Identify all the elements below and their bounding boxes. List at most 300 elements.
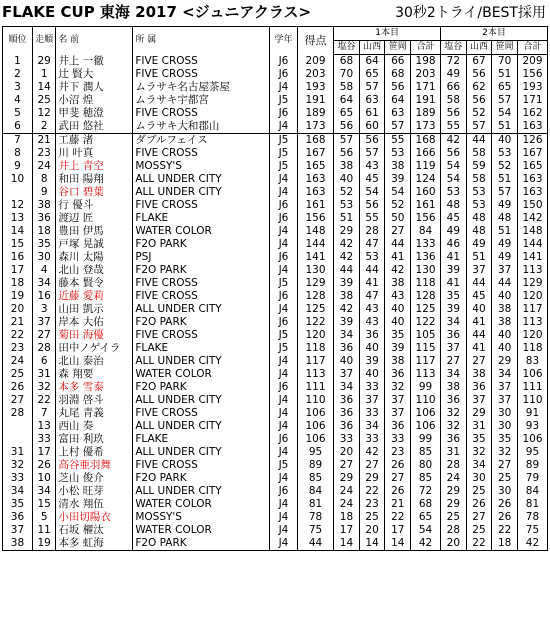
r2-judge-cell: 40 bbox=[492, 342, 518, 355]
r1-total-cell: 115 bbox=[411, 342, 441, 355]
table-row bbox=[3, 355, 548, 368]
grade-cell: J5 bbox=[270, 459, 298, 472]
table-row bbox=[3, 459, 548, 472]
r2-judge-cell: 53 bbox=[492, 147, 518, 160]
table-row bbox=[3, 303, 548, 316]
r1-judge-cell: 37 bbox=[385, 394, 411, 407]
r2-judge-cell: 51 bbox=[492, 173, 518, 186]
rank-cell: 1 bbox=[3, 55, 33, 69]
score-cell: 106 bbox=[297, 433, 333, 446]
r1-total-cell: 106 bbox=[411, 407, 441, 420]
r2-judge-cell: 35 bbox=[441, 290, 467, 303]
r1-total-cell: 68 bbox=[411, 498, 441, 511]
affiliation-cell: ALL UNDER CITY bbox=[133, 303, 270, 316]
r1-judge-cell: 39 bbox=[385, 173, 411, 186]
grade-cell: J4 bbox=[270, 225, 298, 238]
header-row-1 bbox=[3, 27, 548, 41]
col-bib: 走順 bbox=[32, 27, 56, 55]
r1-judge-cell: 14 bbox=[359, 537, 385, 551]
bib-cell: 19 bbox=[32, 537, 56, 551]
r2-judge-cell: 30 bbox=[492, 420, 518, 433]
r1-judge-cell: 22 bbox=[385, 511, 411, 524]
r2-judge-cell: 39 bbox=[441, 264, 467, 277]
grade-cell: J5 bbox=[270, 147, 298, 160]
bib-cell: 2 bbox=[32, 120, 56, 134]
score-cell: 95 bbox=[297, 446, 333, 459]
col-rank: 順位 bbox=[3, 27, 33, 55]
r1-judge-cell: 47 bbox=[359, 290, 385, 303]
affiliation-cell: PSJ bbox=[133, 251, 270, 264]
grade-cell: J4 bbox=[270, 472, 298, 485]
r1-judge-cell: 44 bbox=[359, 264, 385, 277]
affiliation-cell: FIVE CROSS bbox=[133, 55, 270, 69]
r2-total-cell: 106 bbox=[517, 368, 547, 381]
name-cell: 清水 翔伍 bbox=[56, 498, 133, 511]
r1-judge-cell: 64 bbox=[359, 55, 385, 69]
rank-cell: 5 bbox=[3, 107, 33, 120]
table-row bbox=[3, 134, 548, 148]
grade-cell: J4 bbox=[270, 420, 298, 433]
score-cell: 165 bbox=[297, 160, 333, 173]
r2-total-cell: 120 bbox=[517, 290, 547, 303]
name-cell: 谷口 碧葉 bbox=[56, 186, 133, 199]
r2-judge-cell: 29 bbox=[441, 485, 467, 498]
r1-total-cell: 168 bbox=[411, 134, 441, 148]
bib-cell: 34 bbox=[32, 485, 56, 498]
r1-judge-cell: 36 bbox=[334, 407, 360, 420]
name-cell: 川 叶真 bbox=[56, 147, 133, 160]
affiliation-cell: ムラサキ大和郡山 bbox=[133, 120, 270, 134]
r2-judge-cell: 48 bbox=[441, 199, 467, 212]
rank-cell: 35 bbox=[3, 498, 33, 511]
r2-judge-cell: 55 bbox=[441, 120, 467, 134]
r2-judge-cell: 51 bbox=[492, 120, 518, 134]
affiliation-cell: F2O PARK bbox=[133, 238, 270, 251]
r1-judge-cell: 22 bbox=[359, 485, 385, 498]
r1-total-cell: 72 bbox=[411, 485, 441, 498]
affiliation-cell: WATER COLOR bbox=[133, 524, 270, 537]
r1-total-cell: 161 bbox=[411, 199, 441, 212]
r1-judge-cell: 56 bbox=[359, 199, 385, 212]
name-cell: 菊田 海優 bbox=[56, 329, 133, 342]
r1-judge-cell: 40 bbox=[334, 355, 360, 368]
r1-judge-cell: 33 bbox=[334, 433, 360, 446]
r2-judge-cell: 30 bbox=[492, 485, 518, 498]
affiliation-cell: FIVE CROSS bbox=[133, 459, 270, 472]
r2-judge-cell: 34 bbox=[466, 459, 492, 472]
r1-judge-cell: 35 bbox=[385, 329, 411, 342]
r2-total-cell: 113 bbox=[517, 316, 547, 329]
table-row bbox=[3, 407, 548, 420]
r2-total-cell: 141 bbox=[517, 251, 547, 264]
r1-total-cell: 105 bbox=[411, 329, 441, 342]
r2-judge-cell: 57 bbox=[466, 120, 492, 134]
r2-total-cell: 110 bbox=[517, 394, 547, 407]
score-cell: 167 bbox=[297, 147, 333, 160]
rank-cell: 19 bbox=[3, 290, 33, 303]
r2-total-cell: 171 bbox=[517, 94, 547, 107]
score-cell: 168 bbox=[297, 134, 333, 148]
r1-judge-cell: 55 bbox=[385, 134, 411, 148]
r2-judge-cell: 35 bbox=[492, 433, 518, 446]
r2-judge-cell: 30 bbox=[466, 472, 492, 485]
rank-cell bbox=[3, 433, 33, 446]
r2-judge-cell: 36 bbox=[441, 329, 467, 342]
col-total: 合計 bbox=[517, 41, 547, 55]
name-cell: 森川 太陽 bbox=[56, 251, 133, 264]
r1-judge-cell: 38 bbox=[385, 160, 411, 173]
affiliation-cell: ALL UNDER CITY bbox=[133, 173, 270, 186]
bib-cell: 3 bbox=[32, 303, 56, 316]
r1-total-cell: 166 bbox=[411, 147, 441, 160]
r1-judge-cell: 40 bbox=[385, 316, 411, 329]
name-cell: 小沼 煌 bbox=[56, 94, 133, 107]
r2-judge-cell: 51 bbox=[492, 68, 518, 81]
r2-judge-cell: 26 bbox=[492, 498, 518, 511]
r2-judge-cell: 51 bbox=[492, 225, 518, 238]
r2-total-cell: 162 bbox=[517, 107, 547, 120]
r1-judge-cell: 68 bbox=[334, 55, 360, 69]
r2-judge-cell: 62 bbox=[466, 81, 492, 94]
affiliation-cell: F2O PARK bbox=[133, 316, 270, 329]
r1-judge-cell: 43 bbox=[385, 290, 411, 303]
grade-cell: J6 bbox=[270, 251, 298, 264]
col-judge-3: 笹岡 bbox=[492, 41, 518, 55]
rank-cell: 25 bbox=[3, 368, 33, 381]
bib-cell: 22 bbox=[32, 394, 56, 407]
r1-judge-cell: 27 bbox=[385, 225, 411, 238]
r1-judge-cell: 39 bbox=[334, 277, 360, 290]
affiliation-cell: FLAKE bbox=[133, 433, 270, 446]
r2-judge-cell: 70 bbox=[492, 55, 518, 69]
table-row bbox=[3, 342, 548, 355]
r2-judge-cell: 24 bbox=[441, 472, 467, 485]
r2-judge-cell: 40 bbox=[492, 134, 518, 148]
r1-total-cell: 42 bbox=[411, 537, 441, 551]
r1-total-cell: 118 bbox=[411, 277, 441, 290]
r1-judge-cell: 60 bbox=[359, 120, 385, 134]
grade-cell: J6 bbox=[270, 212, 298, 225]
r2-total-cell: 167 bbox=[517, 147, 547, 160]
table-row bbox=[3, 316, 548, 329]
r2-total-cell: 118 bbox=[517, 342, 547, 355]
grade-cell: J4 bbox=[270, 81, 298, 94]
table-row bbox=[3, 55, 548, 69]
r2-total-cell: 193 bbox=[517, 81, 547, 94]
bib-cell: 11 bbox=[32, 524, 56, 537]
score-cell: 161 bbox=[297, 199, 333, 212]
r1-judge-cell: 37 bbox=[359, 394, 385, 407]
r2-judge-cell: 53 bbox=[466, 186, 492, 199]
r2-total-cell: 84 bbox=[517, 485, 547, 498]
affiliation-cell: ムラサキ宇都宮 bbox=[133, 94, 270, 107]
r1-judge-cell: 53 bbox=[359, 251, 385, 264]
r1-total-cell: 117 bbox=[411, 355, 441, 368]
score-cell: 173 bbox=[297, 120, 333, 134]
rank-cell: 27 bbox=[3, 394, 33, 407]
r2-total-cell: 142 bbox=[517, 212, 547, 225]
r2-total-cell: 95 bbox=[517, 446, 547, 459]
r1-judge-cell: 38 bbox=[385, 355, 411, 368]
r1-judge-cell: 56 bbox=[334, 120, 360, 134]
r1-total-cell: 106 bbox=[411, 420, 441, 433]
r1-judge-cell: 61 bbox=[359, 107, 385, 120]
r1-judge-cell: 26 bbox=[385, 485, 411, 498]
grade-cell: J4 bbox=[270, 186, 298, 199]
affiliation-cell: ALL UNDER CITY bbox=[133, 186, 270, 199]
r1-judge-cell: 56 bbox=[359, 134, 385, 148]
r2-judge-cell: 41 bbox=[466, 316, 492, 329]
r2-judge-cell: 27 bbox=[492, 459, 518, 472]
r1-judge-cell: 14 bbox=[334, 537, 360, 551]
r1-judge-cell: 34 bbox=[334, 329, 360, 342]
score-cell: 106 bbox=[297, 407, 333, 420]
r2-judge-cell: 54 bbox=[441, 160, 467, 173]
affiliation-cell: ALL UNDER CITY bbox=[133, 446, 270, 459]
r1-total-cell: 125 bbox=[411, 303, 441, 316]
r1-judge-cell: 57 bbox=[334, 134, 360, 148]
r2-total-cell: 144 bbox=[517, 238, 547, 251]
score-cell: 81 bbox=[297, 498, 333, 511]
name-cell: 芝山 俊介 bbox=[56, 472, 133, 485]
table-row bbox=[3, 238, 548, 251]
score-cell: 156 bbox=[297, 212, 333, 225]
bib-cell: 8 bbox=[32, 173, 56, 186]
score-cell: 118 bbox=[297, 342, 333, 355]
r2-total-cell: 117 bbox=[517, 303, 547, 316]
score-cell: 203 bbox=[297, 68, 333, 81]
r2-judge-cell: 49 bbox=[492, 238, 518, 251]
score-cell: 78 bbox=[297, 511, 333, 524]
r2-judge-cell: 44 bbox=[466, 134, 492, 148]
r1-judge-cell: 41 bbox=[359, 277, 385, 290]
r1-judge-cell: 37 bbox=[334, 368, 360, 381]
r2-judge-cell: 38 bbox=[441, 381, 467, 394]
bib-cell: 1 bbox=[32, 68, 56, 81]
r2-total-cell: 209 bbox=[517, 55, 547, 69]
r2-judge-cell: 46 bbox=[441, 238, 467, 251]
r1-judge-cell: 36 bbox=[385, 420, 411, 433]
r2-judge-cell: 29 bbox=[466, 407, 492, 420]
score-cell: 130 bbox=[297, 264, 333, 277]
col-run2: 2本目 bbox=[441, 27, 548, 41]
r2-judge-cell: 54 bbox=[492, 107, 518, 120]
r2-judge-cell: 25 bbox=[466, 485, 492, 498]
r2-judge-cell: 56 bbox=[441, 107, 467, 120]
r1-judge-cell: 43 bbox=[359, 316, 385, 329]
r2-judge-cell: 58 bbox=[441, 94, 467, 107]
r2-judge-cell: 28 bbox=[441, 524, 467, 537]
r2-judge-cell: 41 bbox=[441, 251, 467, 264]
table-row bbox=[3, 329, 548, 342]
rank-cell: 12 bbox=[3, 199, 33, 212]
score-cell: 89 bbox=[297, 459, 333, 472]
score-cell: 209 bbox=[297, 55, 333, 69]
bib-cell: 15 bbox=[32, 498, 56, 511]
r1-judge-cell: 14 bbox=[385, 537, 411, 551]
grade-cell: J5 bbox=[270, 329, 298, 342]
rank-cell: 4 bbox=[3, 94, 33, 107]
table-row bbox=[3, 225, 548, 238]
bib-cell: 28 bbox=[32, 342, 56, 355]
r1-judge-cell: 17 bbox=[385, 524, 411, 537]
r2-judge-cell: 40 bbox=[466, 303, 492, 316]
r1-judge-cell: 58 bbox=[334, 81, 360, 94]
table-row bbox=[3, 472, 548, 485]
r1-judge-cell: 40 bbox=[359, 342, 385, 355]
affiliation-cell: FIVE CROSS bbox=[133, 68, 270, 81]
table-row bbox=[3, 433, 548, 446]
score-cell: 117 bbox=[297, 355, 333, 368]
r2-judge-cell: 38 bbox=[492, 303, 518, 316]
affiliation-cell: FIVE CROSS bbox=[133, 329, 270, 342]
r2-total-cell: 113 bbox=[517, 264, 547, 277]
bib-cell: 37 bbox=[32, 316, 56, 329]
r2-judge-cell: 37 bbox=[441, 342, 467, 355]
rank-cell: 34 bbox=[3, 485, 33, 498]
r1-judge-cell: 57 bbox=[385, 120, 411, 134]
r1-judge-cell: 56 bbox=[334, 147, 360, 160]
r1-judge-cell: 32 bbox=[385, 381, 411, 394]
grade-cell: J5 bbox=[270, 94, 298, 107]
affiliation-cell: F2O PARK bbox=[133, 381, 270, 394]
table-row bbox=[3, 524, 548, 537]
page-header bbox=[0, 0, 550, 22]
grade-cell: J6 bbox=[270, 316, 298, 329]
r2-judge-cell: 49 bbox=[441, 68, 467, 81]
r1-judge-cell: 29 bbox=[359, 472, 385, 485]
r1-judge-cell: 23 bbox=[385, 446, 411, 459]
rank-cell: 18 bbox=[3, 277, 33, 290]
table-row bbox=[3, 107, 548, 120]
rank-cell: 8 bbox=[3, 147, 33, 160]
bib-cell: 10 bbox=[32, 472, 56, 485]
r2-judge-cell: 57 bbox=[492, 94, 518, 107]
col-score: 得点 bbox=[297, 27, 333, 55]
affiliation-cell: FLAKE bbox=[133, 342, 270, 355]
grade-cell: J6 bbox=[270, 199, 298, 212]
name-cell: 井上 青空 bbox=[56, 160, 133, 173]
bib-cell: 23 bbox=[32, 147, 56, 160]
r2-judge-cell: 32 bbox=[441, 420, 467, 433]
table-row bbox=[3, 160, 548, 173]
grade-cell: J4 bbox=[270, 498, 298, 511]
bib-cell: 35 bbox=[32, 238, 56, 251]
r1-judge-cell: 45 bbox=[359, 173, 385, 186]
r2-total-cell: 106 bbox=[517, 433, 547, 446]
col-total: 合計 bbox=[411, 41, 441, 55]
r2-judge-cell: 27 bbox=[466, 511, 492, 524]
score-cell: 125 bbox=[297, 303, 333, 316]
r1-judge-cell: 43 bbox=[359, 160, 385, 173]
r1-judge-cell: 64 bbox=[334, 94, 360, 107]
r1-total-cell: 119 bbox=[411, 160, 441, 173]
table-row bbox=[3, 277, 548, 290]
r1-judge-cell: 23 bbox=[359, 498, 385, 511]
col-judge-2: 山西 bbox=[466, 41, 492, 55]
r1-total-cell: 85 bbox=[411, 446, 441, 459]
grade-cell: J6 bbox=[270, 381, 298, 394]
affiliation-cell: FLAKE bbox=[133, 212, 270, 225]
r1-judge-cell: 40 bbox=[334, 173, 360, 186]
r1-total-cell: 171 bbox=[411, 81, 441, 94]
r2-judge-cell: 31 bbox=[466, 420, 492, 433]
r1-judge-cell: 52 bbox=[385, 199, 411, 212]
name-cell: 豊田 伊馬 bbox=[56, 225, 133, 238]
r1-total-cell: 203 bbox=[411, 68, 441, 81]
bib-cell: 7 bbox=[32, 407, 56, 420]
rank-cell bbox=[3, 420, 33, 433]
r1-judge-cell: 56 bbox=[385, 81, 411, 94]
r1-judge-cell: 18 bbox=[334, 511, 360, 524]
r1-judge-cell: 54 bbox=[359, 186, 385, 199]
r1-judge-cell: 65 bbox=[359, 68, 385, 81]
r2-judge-cell: 32 bbox=[441, 407, 467, 420]
r1-total-cell: 191 bbox=[411, 94, 441, 107]
r2-judge-cell: 52 bbox=[466, 107, 492, 120]
affiliation-cell: ALL UNDER CITY bbox=[133, 355, 270, 368]
grade-cell: J6 bbox=[270, 107, 298, 120]
name-cell: 上村 優希 bbox=[56, 446, 133, 459]
grade-cell: J4 bbox=[270, 446, 298, 459]
rank-cell: 22 bbox=[3, 329, 33, 342]
grade-cell: J6 bbox=[270, 433, 298, 446]
score-cell: 141 bbox=[297, 251, 333, 264]
rank-cell: 37 bbox=[3, 524, 33, 537]
rank-cell: 20 bbox=[3, 303, 33, 316]
name-cell: 戸塚 晃誠 bbox=[56, 238, 133, 251]
grade-cell: J6 bbox=[270, 55, 298, 69]
grade-cell: J5 bbox=[270, 134, 298, 148]
name-cell: 高谷亜羽舞 bbox=[56, 459, 133, 472]
grade-cell: J4 bbox=[270, 120, 298, 134]
score-cell: 144 bbox=[297, 238, 333, 251]
bib-cell: 30 bbox=[32, 251, 56, 264]
grade-cell: J4 bbox=[270, 407, 298, 420]
results-table bbox=[2, 26, 548, 551]
bib-cell: 31 bbox=[32, 368, 56, 381]
name-cell: 北山 登哉 bbox=[56, 264, 133, 277]
rank-cell: 3 bbox=[3, 81, 33, 94]
r1-total-cell: 128 bbox=[411, 290, 441, 303]
r2-judge-cell: 29 bbox=[492, 355, 518, 368]
table-row bbox=[3, 199, 548, 212]
grade-cell: J4 bbox=[270, 394, 298, 407]
r2-judge-cell: 65 bbox=[492, 81, 518, 94]
name-cell: 武田 悠社 bbox=[56, 120, 133, 134]
r1-total-cell: 198 bbox=[411, 55, 441, 69]
r2-judge-cell: 36 bbox=[441, 433, 467, 446]
rank-cell: 28 bbox=[3, 407, 33, 420]
r2-judge-cell: 22 bbox=[466, 537, 492, 551]
r1-judge-cell: 27 bbox=[385, 472, 411, 485]
r1-total-cell: 160 bbox=[411, 186, 441, 199]
r2-judge-cell: 41 bbox=[441, 277, 467, 290]
r1-judge-cell: 33 bbox=[359, 407, 385, 420]
r2-judge-cell: 48 bbox=[466, 212, 492, 225]
grade-cell: J6 bbox=[270, 68, 298, 81]
name-cell: 甲斐 穂澄 bbox=[56, 107, 133, 120]
rank-cell: 31 bbox=[3, 446, 33, 459]
r2-judge-cell: 34 bbox=[441, 368, 467, 381]
name-cell: 西山 奏 bbox=[56, 420, 133, 433]
table-row bbox=[3, 251, 548, 264]
name-cell: 井上 一徹 bbox=[56, 55, 133, 69]
r1-judge-cell: 29 bbox=[334, 225, 360, 238]
table-row bbox=[3, 511, 548, 524]
r2-judge-cell: 34 bbox=[441, 316, 467, 329]
name-cell: 石坂 櫂汰 bbox=[56, 524, 133, 537]
